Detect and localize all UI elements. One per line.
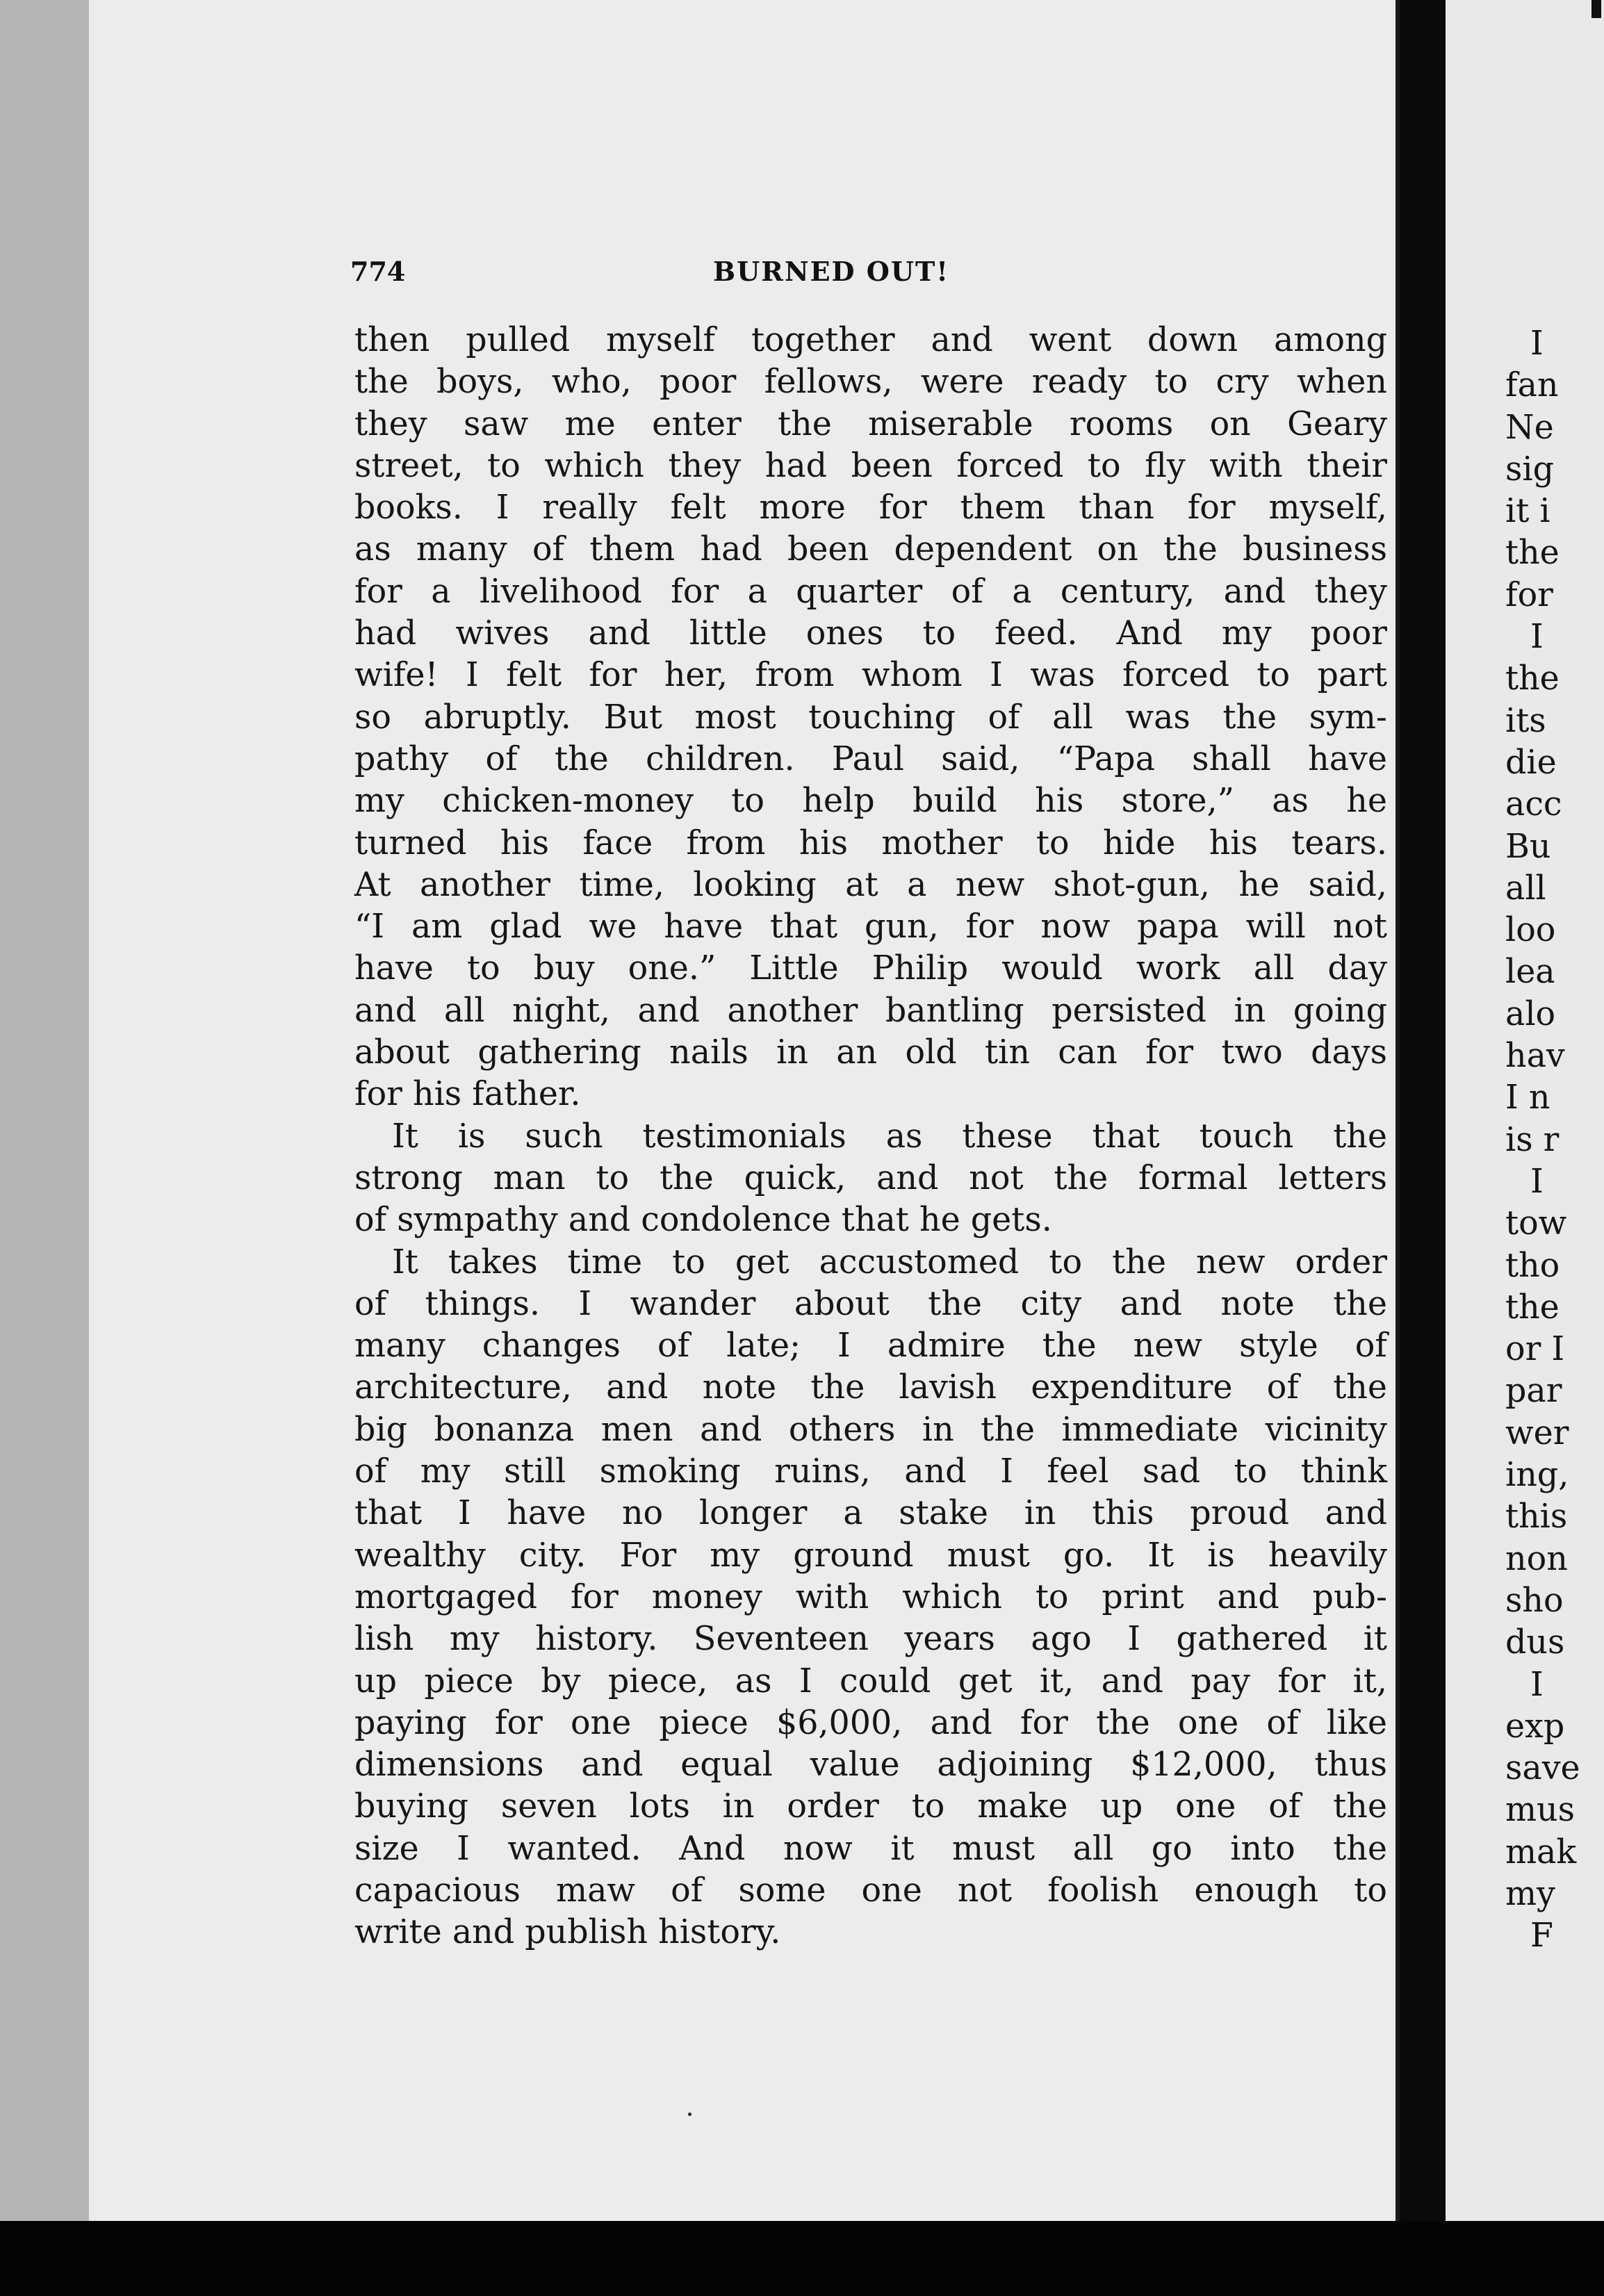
fragment-line: dus [1505, 1623, 1565, 1662]
fragment-line: for [1505, 575, 1553, 614]
fragment-line: I [1530, 1665, 1544, 1704]
text-line: and all night, and another bantling persisted in going [354, 991, 1387, 1030]
right-page-text [1505, 323, 1580, 1958]
fragment-line: Bu [1505, 827, 1551, 866]
body-text [354, 320, 1387, 1954]
fragment-line: die [1505, 743, 1557, 782]
fragment-line: non [1505, 1539, 1568, 1578]
text-line: had wives and little ones to feed. And my poor [354, 614, 1387, 653]
text-line: wealthy city. For my ground must go. It is heavily [354, 1536, 1387, 1575]
fragment-line: mus [1505, 1791, 1576, 1830]
text-line: wife! I felt for her, from whom I was forced to part [354, 656, 1387, 695]
text-line: capacious maw of some one not foolish enough to [354, 1871, 1387, 1910]
text-line: At another time, looking at a new shot-gun, he said, [354, 865, 1387, 904]
page-header [89, 256, 1396, 297]
fragment-line: it i [1505, 492, 1550, 531]
ink-speck [688, 2113, 691, 2116]
fragment-line: the [1505, 534, 1560, 573]
text-line: have to buy one.” Little Philip would work all day [354, 949, 1387, 988]
scan-border [0, 2221, 1604, 2296]
text-line: of things. I wander about the city and note the [354, 1284, 1387, 1323]
fragment-line: my [1505, 1874, 1555, 1913]
fragment-line: ing, [1505, 1456, 1569, 1495]
text-line: write and publish history. [354, 1913, 781, 1952]
text-line: mortgaged for money with which to print and pub- [354, 1577, 1387, 1616]
left-page [89, 0, 1400, 2221]
text-line: up piece by piece, as I could get it, and pay for it, [354, 1662, 1387, 1700]
text-line: turned his face from his mother to hide his tears. [354, 823, 1387, 862]
fragment-line: this [1505, 1498, 1568, 1536]
fragment-line: I [1530, 1162, 1544, 1201]
fragment-line: wer [1505, 1413, 1569, 1452]
text-line: many changes of late; I admire the new style of [354, 1327, 1387, 1366]
fragment-line: fan [1505, 366, 1559, 405]
text-line: of my still smoking ruins, and I feel sad to think [354, 1452, 1387, 1491]
fragment-line: the [1505, 1288, 1560, 1327]
fragment-line: alo [1505, 994, 1556, 1033]
text-line: size I wanted. And now it must all go into the [354, 1829, 1387, 1868]
text-line: as many of them had been dependent on the business [354, 530, 1387, 569]
text-line: It takes time to get accustomed to the new order [392, 1243, 1387, 1281]
text-line: they saw me enter the miserable rooms on Geary [354, 404, 1387, 443]
running-title: BURNED OUT! [713, 256, 949, 287]
fragment-line: Ne [1505, 408, 1554, 447]
text-line: “I am glad we have that gun, for now papa will not [354, 908, 1387, 946]
page-number: 774 [350, 256, 406, 287]
fragment-line: loo [1505, 911, 1556, 950]
fragment-line: acc [1505, 785, 1562, 824]
text-line: then pulled myself together and went down among [354, 321, 1387, 359]
text-line: buying seven lots in order to make up one of the [354, 1787, 1387, 1826]
text-line: for his father. [354, 1075, 581, 1114]
fragment-line: lea [1505, 953, 1555, 992]
page-edge-shadow [0, 0, 89, 2221]
fragment-line: all [1505, 869, 1546, 908]
fragment-line: sho [1505, 1581, 1564, 1620]
text-line: strong man to the quick, and not the formal letters [354, 1158, 1387, 1197]
text-line: of sympathy and condolence that he gets. [354, 1201, 1052, 1240]
text-line: architecture, and note the lavish expenditure of the [354, 1368, 1387, 1407]
fragment-line: I [1530, 618, 1544, 657]
fragment-line: exp [1505, 1707, 1565, 1746]
fragment-line: F [1530, 1917, 1553, 1955]
text-line: It is such testimonials as these that touch the [392, 1117, 1387, 1156]
text-line: paying for one piece $6,000, and for the one of like [354, 1703, 1387, 1742]
fragment-line: its [1505, 701, 1546, 740]
scan-mark [1591, 0, 1601, 18]
text-line: my chicken-money to help build his store,” as he [354, 782, 1387, 821]
text-line: street, to which they had been forced to fly with their [354, 446, 1387, 485]
fragment-line: or I [1505, 1330, 1565, 1369]
fragment-line: save [1505, 1749, 1580, 1788]
text-line: for a livelihood for a quarter of a century, and they [354, 572, 1387, 611]
fragment-line: the [1505, 659, 1560, 698]
fragment-line: tho [1505, 1246, 1560, 1285]
fragment-line: tow [1505, 1204, 1567, 1243]
text-line: the boys, who, poor fellows, were ready to cry when [354, 363, 1387, 402]
text-line: books. I really felt more for them than for myself, [354, 489, 1387, 527]
text-line: so abruptly. But most touching of all was the sym- [354, 698, 1387, 737]
text-line: pathy of the children. Paul said, “Papa shall have [354, 739, 1387, 778]
text-line: dimensions and equal value adjoining $12,000, thus [354, 1746, 1387, 1785]
fragment-line: sig [1505, 450, 1554, 489]
fragment-line: hav [1505, 1037, 1565, 1076]
fragment-line: mak [1505, 1832, 1577, 1871]
text-line: lish my history. Seventeen years ago I gathered it [354, 1620, 1387, 1659]
fragment-line: I n [1505, 1079, 1550, 1117]
fragment-line: I [1530, 325, 1544, 363]
text-line: big bonanza men and others in the immediate vicinity [354, 1410, 1387, 1449]
text-line: that I have no longer a stake in this proud and [354, 1494, 1387, 1533]
fragment-line: is r [1505, 1120, 1560, 1159]
fragment-line: par [1505, 1372, 1562, 1411]
text-line: about gathering nails in an old tin can for two days [354, 1033, 1387, 1072]
